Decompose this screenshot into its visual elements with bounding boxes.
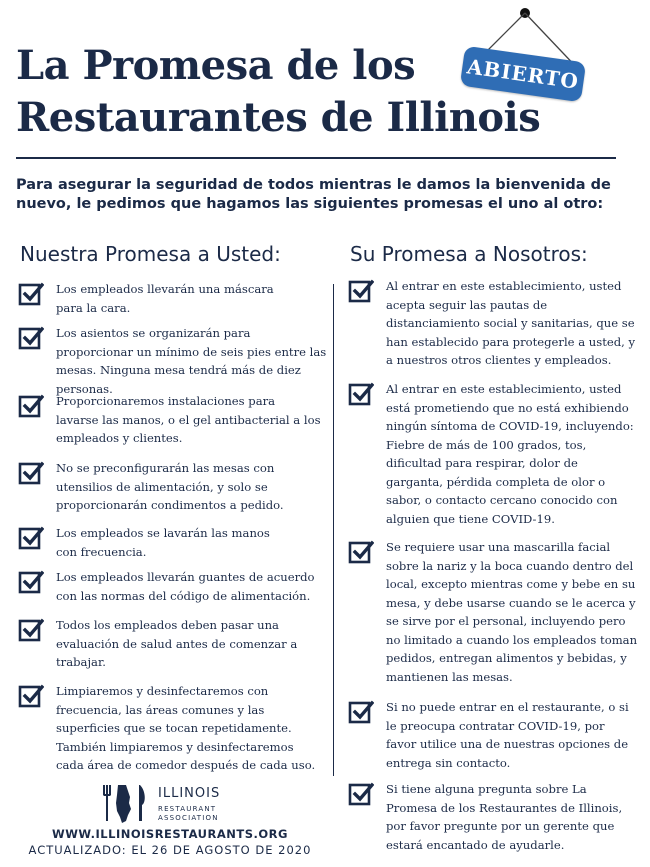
logo-name: ILLINOIS — [158, 786, 221, 801]
list-item — [18, 459, 328, 515]
title-line-2: Restaurantes de Illinois — [16, 94, 541, 141]
list-item — [348, 277, 636, 370]
list-item — [18, 324, 328, 398]
promise-text: Todos los empleados deben pasar una evaluación de salud antes de comenzar a trabajar. — [56, 618, 298, 669]
checkbox-checked-icon — [348, 781, 378, 854]
checkbox-checked-icon — [18, 525, 48, 561]
checkbox-checked-icon — [348, 381, 378, 528]
promise-text: Los empleados se lavarán las manos con frecuencia. — [56, 526, 270, 559]
title-divider — [16, 157, 616, 159]
promise-text: Los empleados llevarán guantes de acuerdo con las normas del código de alimentación. — [56, 570, 315, 603]
checkbox-checked-icon — [348, 539, 378, 686]
promise-text: Los empleados llevarán una máscara para la cara. — [56, 282, 274, 315]
checkbox-checked-icon — [348, 278, 378, 370]
checkbox-checked-icon — [18, 460, 48, 515]
promise-text: Si tiene alguna pregunta sobre La Promesa de los Restaurantes de Illinois, por favor pregunte por un gerente que estará encantado de ayudarle. — [386, 782, 623, 852]
intro-text: Para asegurar la seguridad de todos mientras le damos la bienvenida de nuevo, le pedimos que hagamos las siguientes promesas el uno al otro: — [16, 177, 611, 212]
checkbox-checked-icon — [348, 699, 378, 772]
list-item — [348, 698, 636, 772]
logo-sub-2: ASSOCIATION — [158, 814, 219, 822]
list-item — [348, 780, 636, 854]
list-item — [18, 682, 318, 775]
fork-illinois-knife-icon — [100, 783, 154, 825]
website-link[interactable]: WWW.ILLINOISRESTAURANTS.ORG — [52, 827, 288, 841]
list-item — [348, 380, 636, 528]
checkbox-checked-icon — [18, 683, 48, 775]
promise-text: Los asientos se organizarán para proporcionar un mínimo de seis pies entre las mesas. Ninguna mesa tendrá más de diez personas. — [56, 326, 327, 396]
checkbox-checked-icon — [18, 281, 48, 317]
checkbox-checked-icon — [18, 325, 48, 398]
promise-text: Al entrar en este establecimiento, usted acepta seguir las pautas de distanciamiento social y sanitarias, que se han establecido para protegerle a usted, y a nuestros otros clientes y empleados. — [386, 279, 636, 367]
title-line-1: La Promesa de los — [16, 42, 416, 89]
list-item — [18, 568, 326, 605]
illinois-restaurant-association-logo — [100, 783, 250, 825]
promise-text: Al entrar en este establecimiento, usted está prometiendo que no está exhibiendo ningún síntoma de COVID-19, incluyendo: Fiebre de más de 100 grados, tos, dificultad para respirar, dolor de garganta, pérdida completa de olor o sabor, o contacto cercano conocido con alguien que tiene COVID-19. — [386, 382, 634, 526]
list-item — [18, 280, 294, 317]
promise-text: Proporcionaremos instalaciones para lavarse las manos, o el gel antibacterial a los empleados y clientes. — [56, 394, 321, 445]
updated-date: ACTUALIZADO: EL 26 DE AGOSTO DE 2020 — [28, 843, 312, 857]
sign-label: ABIERTO — [465, 54, 581, 94]
promise-text: Si no puede entrar en el restaurante, o si le preocupa contratar COVID-19, por favor utilice una de nuestras opciones de entrega sin contacto. — [386, 700, 629, 770]
list-item — [18, 392, 321, 448]
open-sign — [456, 0, 606, 110]
list-item — [18, 524, 294, 561]
logo-sub-1: RESTAURANT — [158, 805, 217, 813]
checkbox-checked-icon — [18, 569, 48, 605]
column-divider — [333, 284, 334, 776]
list-item — [348, 538, 638, 686]
right-column-heading: Su Promesa a Nosotros: — [350, 242, 588, 266]
promise-text: Se requiere usar una mascarilla facial sobre la nariz y la boca cuando dentro del local, excepto mientras come y bebe en su mesa, y debe usarse cuando se le acerca y se sirve por el personal, incluyendo pero no limitado a cuando los empleados toman pedidos, entregan alimentos y bebidas, y mantienen las mesas. — [386, 540, 638, 684]
promise-text: Limpiaremos y desinfectaremos con frecuencia, las áreas comunes y las superficies que se tocan repetidamente. También limpiaremos y desinfectaremos cada área de comedor después de cada uso. — [56, 684, 316, 772]
list-item — [18, 616, 302, 672]
left-column-heading: Nuestra Promesa a Usted: — [20, 242, 281, 266]
promise-text: No se preconfigurarán las mesas con utensilios de alimentación, y solo se proporcionarán condimentos a pedido. — [56, 461, 284, 512]
checkbox-checked-icon — [18, 393, 48, 448]
checkbox-checked-icon — [18, 617, 48, 672]
